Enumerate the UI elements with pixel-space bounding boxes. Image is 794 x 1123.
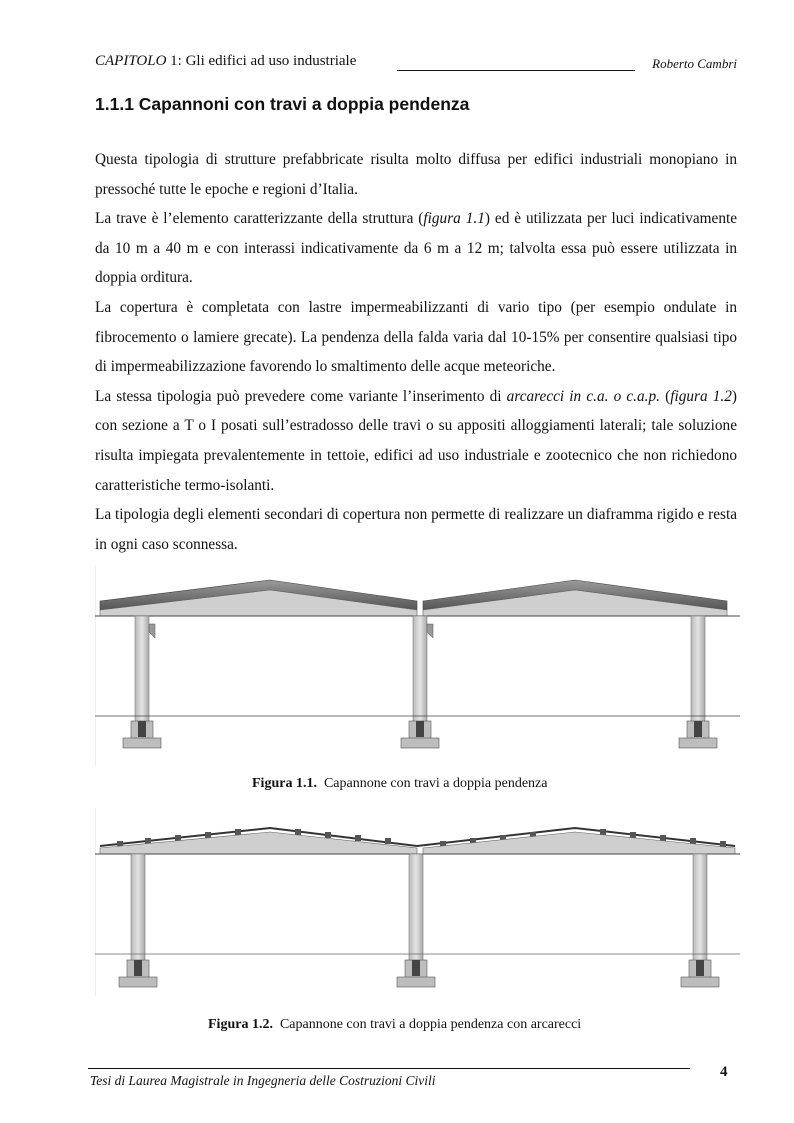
figure-1-drawing xyxy=(95,566,740,766)
paragraph-3: La copertura è completata con lastre impermeabilizzanti di vario tipo (per esempio ondulate in fibrocemento o lamiere grecate). La pendenza della falda varia dal 10-15% per consentire qualsiasi tipo di impermeabilizzazione favorendo lo smaltimento delle acque meteoriche. xyxy=(95,298,737,376)
page-header xyxy=(95,53,737,73)
p2-text-a: La trave è l’elemento caratterizzante della struttura ( xyxy=(95,210,424,228)
paragraph-4 xyxy=(95,382,737,500)
paragraph-1: Questa tipologia di strutture prefabbricate risulta molto diffusa per edifici industriali monopiano in pressoché tutte le epoche e regioni d’Italia. xyxy=(95,151,737,198)
p4-text-a: La stessa tipologia può prevedere come variante l’inserimento di xyxy=(95,387,507,405)
body-text xyxy=(95,145,737,559)
p4-emphasis: arcarecci in c.a. o c.a.p. xyxy=(506,387,660,405)
figure-2-label: Figura 1.2. xyxy=(208,1017,273,1032)
footer-rule xyxy=(88,1068,690,1069)
header-rule xyxy=(397,70,635,71)
figure-2-text: Capannone con travi a doppia pendenza con arcarecci xyxy=(279,1017,582,1032)
figure-ref-1: figura 1.1 xyxy=(423,210,485,228)
figure-1-caption xyxy=(252,776,547,792)
figure-2-caption xyxy=(208,1017,581,1033)
figure-1-text: Capannone con travi a doppia pendenza xyxy=(323,776,548,791)
paragraph-2 xyxy=(95,204,737,293)
page-footer: Tesi di Laurea Magistrale in Ingegneria delle Costruzioni Civili xyxy=(90,1073,436,1088)
p4-text-c: ) con sezione a T o I posati sull’estradosso delle travi o su appositi alloggiamenti laterali; tale soluzione risulta impiegata prevalentemente in tettoie, edifici ad uso industriale e zootecnico che non richiedono caratteristiche termo-isolanti. xyxy=(95,387,737,494)
chapter-word: CAPITOLO xyxy=(95,53,167,69)
paragraph-5: La tipologia degli elementi secondari di copertura non permette di realizzare un diaframma rigido e resta in ogni caso sconnessa. xyxy=(95,506,737,553)
author-name: Roberto Cambri xyxy=(652,56,737,71)
chapter-name: 1: Gli edifici ad uso industriale xyxy=(166,53,357,69)
figure-ref-2: figura 1.2 xyxy=(670,387,732,405)
page-number: 4 xyxy=(720,1064,728,1080)
chapter-title xyxy=(95,53,356,70)
figure-2-drawing xyxy=(95,808,740,996)
figure-1-label: Figura 1.1. xyxy=(252,776,317,791)
p2-text-b: ) ed è utilizzata per luci indicativamente da 10 m a 40 m e con interassi indicativamente da 6 m a 12 m; talvolta essa può essere utilizzata in doppia orditura. xyxy=(95,210,738,287)
p4-text-b: ( xyxy=(659,387,671,405)
section-heading: 1.1.1 Capannoni con travi a doppia pendenza xyxy=(95,94,470,114)
